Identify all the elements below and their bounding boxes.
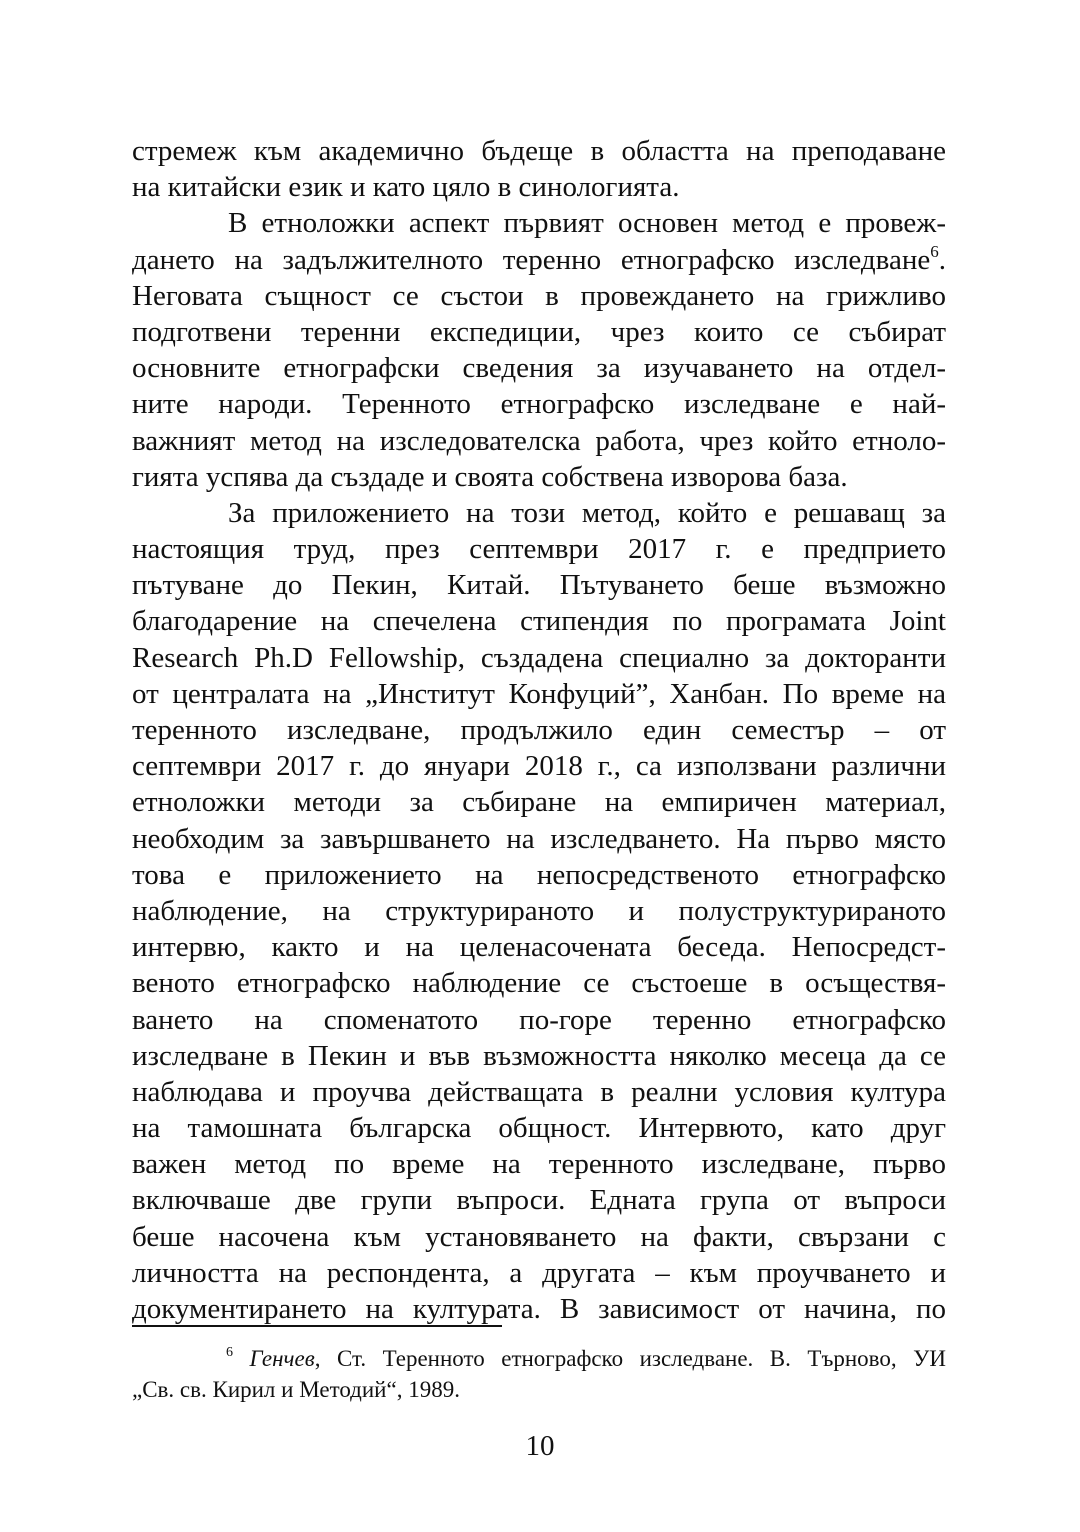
text-line: беше насочена към установяването на факти, свързани с [132,1220,946,1253]
footnote-line: „Св. св. Кирил и Методий“, 1989. [132,1377,460,1402]
footnote-number: 6 [226,1345,233,1360]
text-line: документирането на културата. В зависимост от начина, по [132,1293,946,1325]
text-line: наблюдение, на структурираното и полуструктурираното [132,894,946,927]
text-line: на китайски език и като цяло в синологията. [132,171,680,204]
text-line: Неговата същност се състои в провеждането на грижливо [132,279,946,312]
punctuation: . [938,243,946,276]
footnote [132,1343,946,1405]
text-segment: дането на задължителното теренно етнографско изследване [132,243,931,276]
text-line-with-footnote [132,242,946,278]
text-line: изследване в Пекин и във възможността няколко месеца да се [132,1039,946,1072]
text-line: В етноложки аспект първият основен метод е провеж- [228,207,946,240]
text-line: важен метод по време на теренното изследване, първо [132,1148,946,1181]
text-line: наблюдава и проучва действащата в реални условия култура [132,1075,946,1108]
text-line: Research Ph.D Fellowship, създадена специално за докторанти [132,641,946,674]
text-line: необходим за завършването на изследването. На първо място [132,822,946,855]
text-line: веното етнографско наблюдение се състоеше в осъществя- [132,967,946,1000]
text-line: основните етнографски сведения за изучаването на отдел- [132,352,946,385]
text-line: стремеж към академично бъдеще в областта на преподаване [132,135,946,167]
text-line: пътуване до Пекин, Китай. Пътуването беше възможно [132,569,946,602]
footnote-text: , Ст. Теренното етнографско изследване. В. Търново, УИ [314,1346,947,1371]
text-line: от централата на „Институт Конфуций”, Ханбан. По време на [132,677,946,710]
text-line: етноложки методи за събиране на емпиричен материал, [132,786,946,819]
text-line: подготвени теренни експедиции, чрез които се събират [132,315,946,348]
footnote-author: Генчев [249,1346,315,1371]
text-line: септември 2017 г. до януари 2018 г., са използвани различни [132,750,946,783]
page-number: 10 [525,1430,555,1462]
footnote-reference[interactable]: 6 [930,241,939,261]
footnote-line [132,1343,946,1374]
text-line: гията успява да създаде и своята собствена изворова база. [132,460,848,493]
footnote-separator [132,1325,502,1327]
text-line: За приложението на този метод, който е решаващ за [228,496,946,529]
text-line: това е приложението на непосредственото етнографско [132,858,946,891]
text-line: благодарение на спечелена стипендия по програмата Joint [132,605,946,638]
text-line: ните народи. Теренното етнографско изследване е най- [132,388,946,421]
text-line: личността на респондента, а другата – към проучването и [132,1256,946,1289]
text-line: включваше две групи въпроси. Едната група от въпроси [132,1184,946,1217]
text-line: ването на споменатото по-горе теренно етнографско [132,1003,946,1036]
text-line: теренното изследване, продължило един семестър – от [132,714,946,746]
text-line: важният метод на изследователска работа, чрез който етноло- [132,424,946,457]
text-line: интервю, както и на целенасочената беседа. Непосредст- [132,931,946,964]
text-line: настоящия труд, през септември 2017 г. е предприето [132,533,946,566]
text-line: на тамошната българска общност. Интервюто, като друг [132,1112,946,1145]
body-text [132,133,946,1327]
